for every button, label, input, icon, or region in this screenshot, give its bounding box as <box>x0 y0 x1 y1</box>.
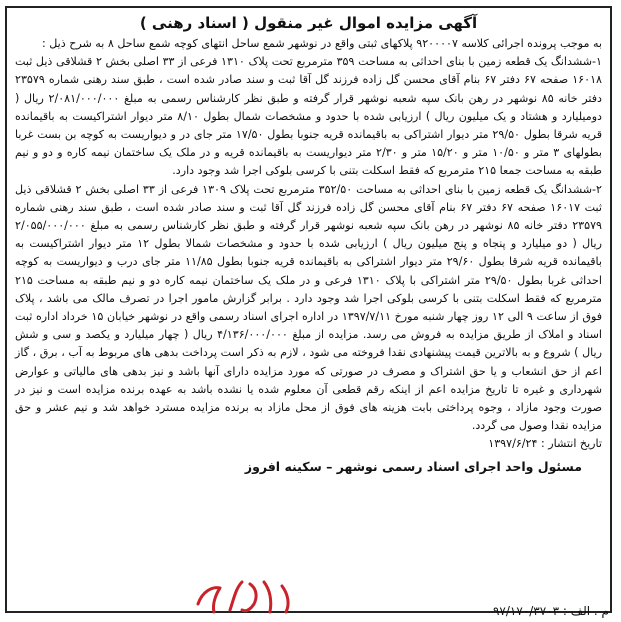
publication-date: تاریخ انتشار : ۱۳۹۷/۶/۲۴ <box>488 437 602 451</box>
signature-line: مسئول واحد اجرای اسناد رسمی نوشهر – سکینه افروز <box>244 458 582 474</box>
notice-item-1: ۱-ششدانگ یک قطعه زمین با بنای احداثی به مساحت ۳۵۹ مترمربع تحت پلاک ۱۳۱۰ فرعی از ۳۳ اصلی بخش ۲ قشلاقی ذیل ثبت ۱۶۰۱۸ صفحه ۶۷ دفتر ۶۷ بنام آقای محسن گل زاده فرزند گل آقا ثبت و سند صادر شده است ، طبق سند رهنی شماره ۲۳۵۷۹ دفتر خانه ۸۵ نوشهر در رهن بانک سپه شعبه نوشهر قرار گرفته و طبق نظر کارشناس رسمی به مبلغ ۲/۰۸۱/۰۰۰/۰۰۰ ریال ( دومیلیارد و هشتاد و یک میلیون ریال ) ارزیابی شده با حدود و مشخصات شمال بطول ۸/۱۰ متر دیوار اشتراکیست به باقیمانده قریه شرقا بطول ۲۹/۵۰ متر دیوار اشتراکی به باقیمانده قریه جنوبا بطول ۱۷/۵۰ متر جای در و دیواریست به کوچه بن بست غربا بطولهای ۳ متر و ۱۰/۵۰ متر و ۱۵/۲۰ متر و ۲/۳۰ متر دیواریست به باقیمانده قریه و در ملک یک ساختمان نیمه کاره و دو و نیم طبقه به مساحت جمعا ۲۱۵ مترمربع که فقط اسکلت بتنی با کرسی بلوکی اجرا شد وجود دارد. <box>15 55 602 178</box>
auction-notice-frame <box>5 6 612 613</box>
reference-number: م . الف : ۹۷/۱۷۰/۳۷۰۳ <box>492 604 609 618</box>
handwritten-mark <box>190 574 300 616</box>
notice-intro: به موجب پرونده اجرائی کلاسه ۹۲۰۰۰۰۷ پلاکهای ثبتی واقع در نوشهر شمع ساحل انتهای کوچه شمع ساحل ۸ به شرح ذیل : <box>41 37 602 50</box>
notice-item-2: ۲-ششدانگ یک قطعه زمین با بنای احداثی به مساحت ۳۵۲/۵۰ مترمربع تحت پلاک ۱۳۰۹ فرعی از ۳۳ اصلی بخش ۲ قشلاقی ذیل ثبت ۱۶۰۱۷ صفحه ۶۷ دفتر ۶۷ بنام آقای محسن گل زاده فرزند گل آقا ثبت و سند صادر شده است ، طبق سند رهنی شماره ۲۳۵۷۹ دفتر خانه ۸۵ نوشهر در رهن بانک سپه شعبه نوشهر قرار گرفته و طبق نظر کارشناس رسمی به مبلغ ۲/۰۵۵/۰۰۰/۰۰۰ ریال ( دو میلیارد و پنجاه و پنج میلیون ریال ) ارزیابی شده با حدود و مشخصات شمالا بطول ۱۲ متر دیوار اشتراکیست به باقیمانده قریه شرقا بطول ۲۹/۶۰ متر دیوار اشتراکی به باقیمانده قریه جنوبا بطول ۱۱/۸۵ متر جای درب و دیواریست به کوچه احداثی غربا بطول ۲۹/۵۰ متر اشتراکی با پلاک ۱۳۱۰ فرعی و در ملک یک ساختمان نیمه کاره دو و نیم طبقه به مساحت ۲۱۵ مترمربع که فقط اسکلت بتنی با کرسی بلوکی اجرا شد وجود دارد . برابر گزارش مامور اجرا در تصرف مالک می باشد ، پلاک فوق از ساعت ۹ الی ۱۲ روز چهار شنبه مورخ ۱۳۹۷/۷/۱۱ در اداره اجرای اسناد رسمی واقع در نوشهر خیابان ۱۵ خرداد اداره ثبت اسناد و املاک از طریق مزایده به فروش می رسد. مزایده از مبلغ ۴/۱۳۶/۰۰۰/۰۰۰ ریال ( چهار میلیارد و یکصد و سی و شش ریال ) شروع و به بالاترین قیمت پیشنهادی نقدا فروخته می شود ، لازم به ذکر است پرداخت بدهی های مربوط به آب ، برق ، گاز اعم از حق انشعاب و یا حق اشتراک و مصرف در صورتی که مورد مزایده دارای آنها باشد و نیز بدهی های مالیاتی و عوارض شهرداری و غیره تا تاریخ مزایده اعم از اینکه رقم قطعی آن معلوم شده یا نشده باشد به عهده برنده مزایده است و نیز در صورت وجود مازاد ، وجوه پرداختی بابت هزینه های فوق از محل مازاد به برنده مزایده مسترد خواهد شد و نیم عشر و حق مزایده نقدا وصول می گردد. <box>15 182 603 433</box>
notice-title: آگهی مزایده اموال غیر منقول ( اسناد رهنی ) <box>139 14 478 32</box>
